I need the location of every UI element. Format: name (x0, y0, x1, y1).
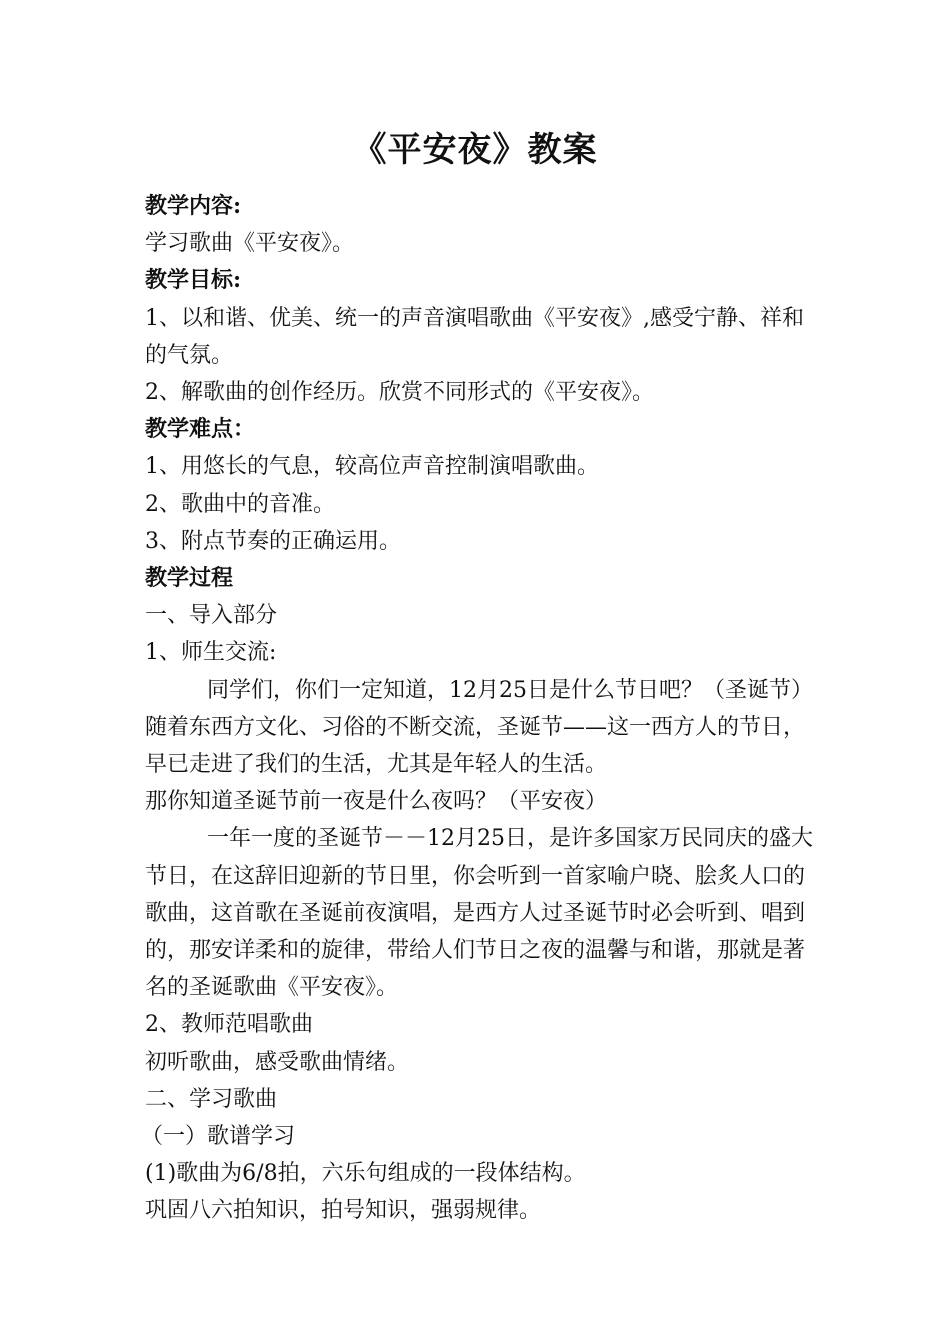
paragraph-first-listen: 初听歌曲，感受歌曲情绪。 (145, 1049, 410, 1075)
subsection-score-learning: （一）歌谱学习 (141, 1124, 296, 1150)
document-title: 《平安夜》教案 (352, 130, 598, 170)
objective-2: 2、解歌曲的创作经历。欣赏不同形式的《平安夜》。 (145, 380, 654, 406)
section-heading-difficulties: 教学难点： (145, 416, 256, 443)
process-step-2: 2、教师范唱歌曲 (145, 1012, 313, 1038)
section-heading-content: 教学内容: (145, 193, 242, 219)
difficulty-2: 2、歌曲中的音准。 (145, 491, 335, 517)
paragraph-christmas-intro: 同学们，你们一定知道，12月25日是什么节日吧？（圣诞节）随着东西方文化、习俗的不断交流，圣诞节——这一西方人的节日，早已走进了我们的生活，尤其是年轻人的生活。 (145, 677, 813, 778)
section-heading-objectives: 教学目标: (145, 267, 242, 294)
paragraph-silent-night: 一年一度的圣诞节－－12月25日，是许多国家万民同庆的盛大节日，在这辞旧迎新的节日里，你会听到一首家喻户晓、脍炙人口的歌曲，这首歌在圣诞前夜演唱，是西方人过圣诞节时必会听到、唱到的，那安详柔和的旋律，带给人们节日之夜的温馨与和谐，那就是著名的圣诞歌曲《平安夜》。 (145, 826, 813, 1001)
difficulty-1: 1、用悠长的气息，较高位声音控制演唱歌曲。 (145, 454, 599, 480)
paragraph-question: 那你知道圣诞节前一夜是什么夜吗？（平安夜） (145, 789, 608, 815)
document-body (141, 188, 813, 1230)
process-part-1: 一、导入部分 (145, 603, 278, 629)
paragraph-content: 学习歌曲《平安夜》。 (145, 231, 355, 257)
paragraph-consolidate: 巩固八六拍知识，拍号知识，强弱规律。 (145, 1198, 542, 1224)
process-part-2: 二、学习歌曲 (145, 1086, 278, 1112)
section-heading-process: 教学过程 (145, 565, 234, 592)
process-step-1: 1、师生交流: (145, 640, 277, 666)
objective-1: 1、以和谐、优美、统一的声音演唱歌曲《平安夜》,感受宁静、祥和的气氛。 (145, 305, 804, 368)
paragraph-meter: (1)歌曲为6/8拍，六乐句组成的一段体结构。 (145, 1161, 586, 1187)
difficulty-3: 3、附点节奏的正确运用。 (145, 528, 401, 554)
